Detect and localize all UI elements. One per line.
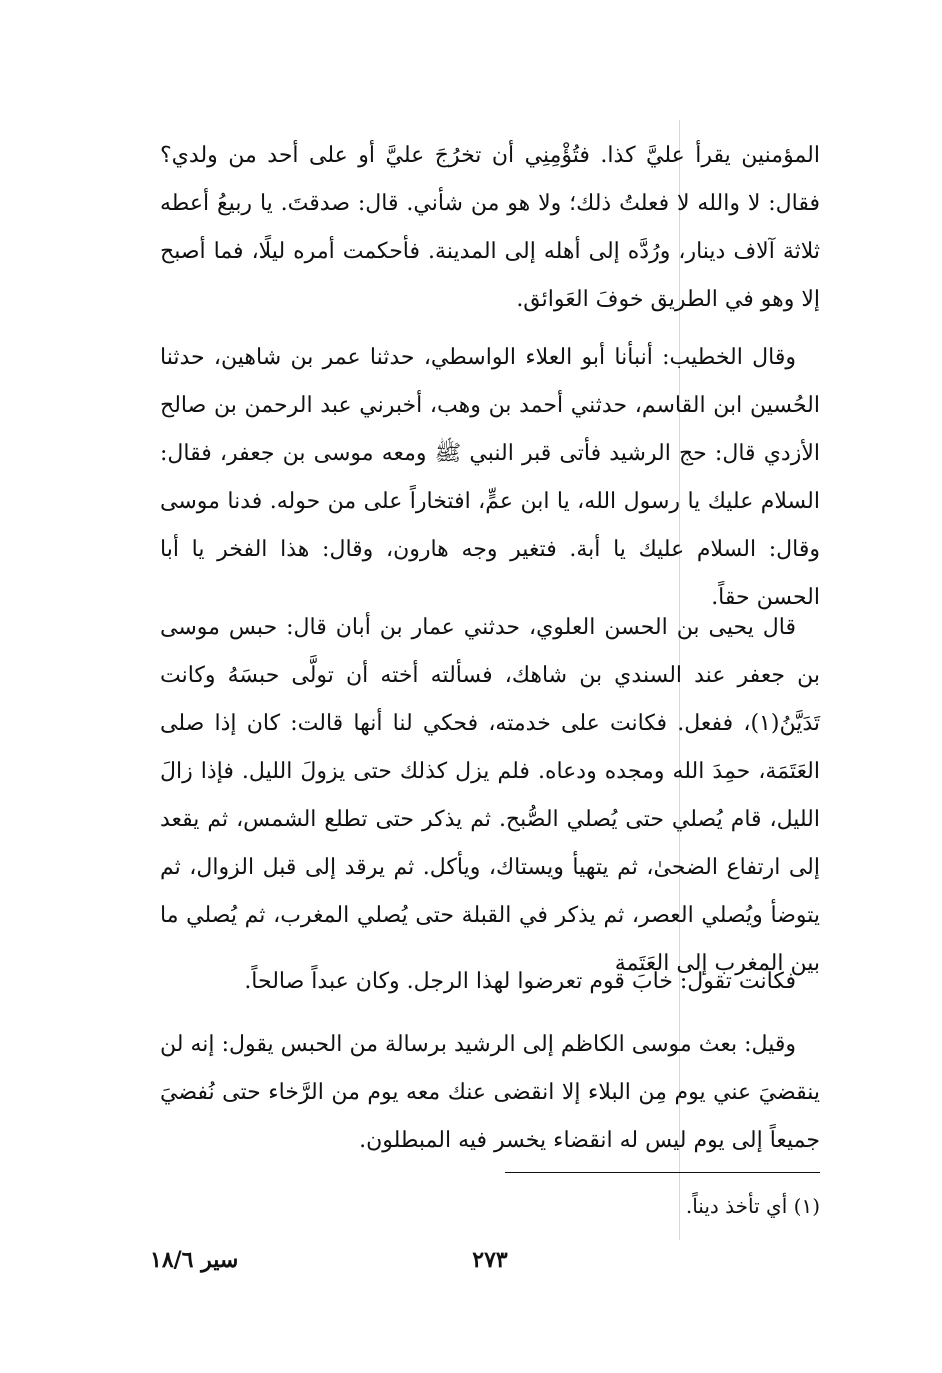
paragraph-letter-from-prison	[160, 1021, 820, 1165]
paragraph-text: فكانت تقول: خابَ قوم تعرضوا لهذا الرجل. وكان عبداً صالحاً.	[244, 969, 796, 994]
paragraph-text: وقال الخطيب: أنبأنا أبو العلاء الواسطي، حدثنا عمر بن شاهين، حدثنا الحُسين ابن القاسم، حدثني أحمد بن وهب، أخبرني عبد الرحمن بن صالح الأزدي قال: حج الرشيد فأتى قبر النبي ﷺ ومعه موسى بن جعفر، فقال: السلام عليك يا رسول الله، يا ابن عمٍّ، افتخاراً على من حوله. فدنا موسى وقال: السلام عليك يا أبة. فتغير وجه هارون، وقال: هذا الفخر يا أبا الحسن حقاً.	[160, 345, 820, 610]
paragraph-sister-quote	[160, 958, 820, 1006]
footnote: (١) أي تأخذ ديناً.	[685, 1194, 820, 1218]
page-number: ٢٧٣	[472, 1247, 508, 1273]
paragraph-text: وقيل: بعث موسى الكاظم إلى الرشيد برسالة من الحبس يقول: إنه لن ينقضيَ عني يوم مِن البلاء إلا انقضى عنك معه يوم من الرَّخاء حتى نُفضيَ جميعاً إلى يوم ليس له انقضاء يخسر فيه المبطلون.	[160, 1032, 820, 1153]
footnote-separator	[505, 1172, 820, 1173]
paragraph-text: المؤمنين يقرأ عليَّ كذا. فتُؤْمِنِي أن تخرُجَ عليَّ أو على أحد من ولدي؟ فقال: لا والله لا فعلتُ ذلك؛ ولا هو من شأني. قال: صدقتَ. يا ربيعُ أعطه ثلاثة آلاف دينار، ورُدَّه إلى أهله إلى المدينة. فأحكمت أمره ليلًا، فما أصبح إلا وهو في الطريق خوفَ العَوائق.	[160, 143, 820, 312]
paragraph-yahya-narration	[160, 604, 820, 988]
signature-mark: سير ١٨/٦	[150, 1247, 239, 1273]
paragraph-text: قال يحيى بن الحسن العلوي، حدثني عمار بن أبان قال: حبس موسى بن جعفر عند السندي بن شاهك، فسألته أخته أن تولَّى حبسَهُ وكانت تَدَيَّنُ(١)، ففعل. فكانت على خدمته، فحكي لنا أنها قالت: كان إذا صلى العَتَمَة، حمِدَ الله ومجده ودعاه. فلم يزل كذلك حتى يزولَ الليل. فإذا زالَ الليل، قام يُصلي حتى يُصلي الصُّبح. ثم يذكر حتى تطلع الشمس، ثم يقعد إلى ارتفاع الضحىٰ، ثم يتهيأ ويستاك، ويأكل. ثم يرقد إلى قبل الزوال، ثم يتوضأ ويُصلي العصر، ثم يذكر في القبلة حتى يُصلي المغرب، ثم يُصلي ما بين المغرب إلى العَتَمة	[160, 615, 820, 976]
paragraph-continuation	[160, 132, 820, 324]
paragraph-khatib-narration	[160, 334, 820, 622]
